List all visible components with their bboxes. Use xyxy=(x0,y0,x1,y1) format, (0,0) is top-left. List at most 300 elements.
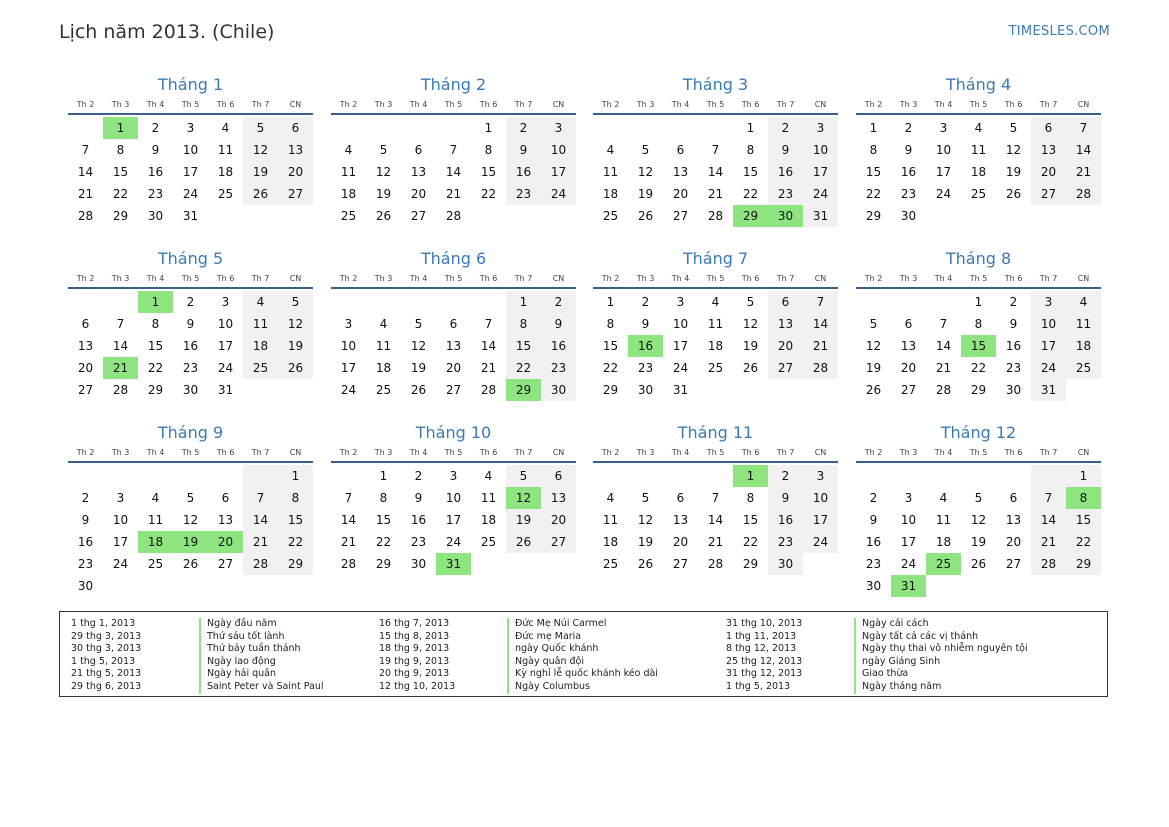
day-cell[interactable]: 20 xyxy=(77,361,94,375)
day-cell[interactable]: 14 xyxy=(1066,139,1101,161)
day-cell[interactable]: 20 xyxy=(541,509,576,531)
day-cell[interactable]: 12 xyxy=(1005,143,1022,157)
day-cell[interactable]: 10 xyxy=(935,143,952,157)
day-cell[interactable]: 6 xyxy=(414,143,423,157)
day-cell[interactable]: 2 xyxy=(768,465,803,487)
day-cell[interactable]: 28 xyxy=(1031,553,1066,575)
day-cell[interactable]: 29 xyxy=(375,557,392,571)
day-cell[interactable]: 27 xyxy=(445,383,462,397)
day-cell[interactable]: 30 xyxy=(768,553,803,575)
day-cell[interactable]: 30 xyxy=(637,383,654,397)
day-cell[interactable]: 21 xyxy=(480,361,497,375)
holiday-day[interactable]: 20 xyxy=(208,531,243,553)
day-cell[interactable]: 11 xyxy=(707,317,724,331)
day-cell[interactable]: 17 xyxy=(340,361,357,375)
day-cell[interactable]: 15 xyxy=(112,165,129,179)
day-cell[interactable]: 1 xyxy=(278,465,313,487)
day-cell[interactable]: 20 xyxy=(900,361,917,375)
day-cell[interactable]: 1 xyxy=(746,121,755,135)
day-cell[interactable]: 27 xyxy=(768,357,803,379)
day-cell[interactable]: 15 xyxy=(865,165,882,179)
day-cell[interactable]: 27 xyxy=(1031,183,1066,205)
day-cell[interactable]: 20 xyxy=(768,335,803,357)
day-cell[interactable]: 8 xyxy=(379,491,388,505)
day-cell[interactable]: 10 xyxy=(900,513,917,527)
day-cell[interactable]: 24 xyxy=(112,557,129,571)
day-cell[interactable]: 8 xyxy=(746,143,755,157)
day-cell[interactable]: 14 xyxy=(707,513,724,527)
day-cell[interactable]: 9 xyxy=(151,143,160,157)
day-cell[interactable]: 26 xyxy=(243,183,278,205)
day-cell[interactable]: 22 xyxy=(506,357,541,379)
day-cell[interactable]: 11 xyxy=(602,513,619,527)
day-cell[interactable]: 29 xyxy=(1066,553,1101,575)
day-cell[interactable]: 10 xyxy=(541,139,576,161)
day-cell[interactable]: 4 xyxy=(243,291,278,313)
day-cell[interactable]: 22 xyxy=(375,535,392,549)
day-cell[interactable]: 17 xyxy=(445,513,462,527)
day-cell[interactable]: 15 xyxy=(480,165,497,179)
day-cell[interactable]: 6 xyxy=(1009,491,1018,505)
day-cell[interactable]: 16 xyxy=(768,161,803,183)
day-cell[interactable]: 7 xyxy=(344,491,353,505)
day-cell[interactable]: 24 xyxy=(340,383,357,397)
day-cell[interactable]: 9 xyxy=(768,139,803,161)
day-cell[interactable]: 8 xyxy=(116,143,125,157)
day-cell[interactable]: 3 xyxy=(186,121,195,135)
day-cell[interactable]: 21 xyxy=(445,187,462,201)
day-cell[interactable]: 18 xyxy=(602,535,619,549)
day-cell[interactable]: 29 xyxy=(602,383,619,397)
day-cell[interactable]: 23 xyxy=(147,187,164,201)
day-cell[interactable]: 30 xyxy=(77,579,94,593)
day-cell[interactable]: 17 xyxy=(900,535,917,549)
day-cell[interactable]: 2 xyxy=(541,291,576,313)
day-cell[interactable]: 22 xyxy=(480,187,497,201)
day-cell[interactable]: 13 xyxy=(410,165,427,179)
day-cell[interactable]: 30 xyxy=(1005,383,1022,397)
holiday-day[interactable]: 12 xyxy=(506,487,541,509)
day-cell[interactable]: 26 xyxy=(865,383,882,397)
day-cell[interactable]: 25 xyxy=(1066,357,1101,379)
day-cell[interactable]: 26 xyxy=(375,209,392,223)
day-cell[interactable]: 27 xyxy=(900,383,917,397)
day-cell[interactable]: 23 xyxy=(865,557,882,571)
day-cell[interactable]: 11 xyxy=(147,513,164,527)
day-cell[interactable]: 13 xyxy=(445,339,462,353)
day-cell[interactable]: 14 xyxy=(935,339,952,353)
day-cell[interactable]: 29 xyxy=(865,209,882,223)
day-cell[interactable]: 12 xyxy=(278,313,313,335)
day-cell[interactable]: 11 xyxy=(1066,313,1101,335)
day-cell[interactable]: 29 xyxy=(742,557,759,571)
day-cell[interactable]: 1 xyxy=(1066,465,1101,487)
day-cell[interactable]: 26 xyxy=(182,557,199,571)
day-cell[interactable]: 21 xyxy=(935,361,952,375)
holiday-day[interactable]: 30 xyxy=(768,205,803,227)
day-cell[interactable]: 11 xyxy=(243,313,278,335)
day-cell[interactable]: 16 xyxy=(900,165,917,179)
day-cell[interactable]: 29 xyxy=(970,383,987,397)
day-cell[interactable]: 9 xyxy=(506,139,541,161)
day-cell[interactable]: 4 xyxy=(974,121,983,135)
day-cell[interactable]: 29 xyxy=(112,209,129,223)
day-cell[interactable]: 3 xyxy=(344,317,353,331)
day-cell[interactable]: 31 xyxy=(1031,379,1066,401)
day-cell[interactable]: 31 xyxy=(182,209,199,223)
day-cell[interactable]: 28 xyxy=(803,357,838,379)
day-cell[interactable]: 20 xyxy=(672,187,689,201)
day-cell[interactable]: 20 xyxy=(278,161,313,183)
day-cell[interactable]: 7 xyxy=(711,143,720,157)
day-cell[interactable]: 2 xyxy=(869,491,878,505)
day-cell[interactable]: 27 xyxy=(77,383,94,397)
day-cell[interactable]: 5 xyxy=(869,317,878,331)
day-cell[interactable]: 28 xyxy=(707,557,724,571)
holiday-day[interactable]: 29 xyxy=(506,379,541,401)
day-cell[interactable]: 15 xyxy=(147,339,164,353)
day-cell[interactable]: 24 xyxy=(445,535,462,549)
day-cell[interactable]: 1 xyxy=(379,469,388,483)
day-cell[interactable]: 7 xyxy=(939,317,948,331)
day-cell[interactable]: 11 xyxy=(602,165,619,179)
holiday-day[interactable]: 1 xyxy=(103,117,138,139)
day-cell[interactable]: 15 xyxy=(506,335,541,357)
day-cell[interactable]: 16 xyxy=(506,161,541,183)
day-cell[interactable]: 16 xyxy=(865,535,882,549)
day-cell[interactable]: 17 xyxy=(803,509,838,531)
day-cell[interactable]: 1 xyxy=(869,121,878,135)
day-cell[interactable]: 21 xyxy=(803,335,838,357)
day-cell[interactable]: 17 xyxy=(935,165,952,179)
day-cell[interactable]: 7 xyxy=(116,317,125,331)
day-cell[interactable]: 24 xyxy=(672,361,689,375)
day-cell[interactable]: 15 xyxy=(375,513,392,527)
day-cell[interactable]: 24 xyxy=(1031,357,1066,379)
day-cell[interactable]: 24 xyxy=(803,183,838,205)
day-cell[interactable]: 17 xyxy=(672,339,689,353)
day-cell[interactable]: 8 xyxy=(151,317,160,331)
day-cell[interactable]: 12 xyxy=(970,513,987,527)
day-cell[interactable]: 25 xyxy=(243,357,278,379)
day-cell[interactable]: 12 xyxy=(182,513,199,527)
holiday-day[interactable]: 29 xyxy=(733,205,768,227)
day-cell[interactable]: 9 xyxy=(641,317,650,331)
day-cell[interactable]: 12 xyxy=(637,513,654,527)
day-cell[interactable]: 7 xyxy=(711,491,720,505)
day-cell[interactable]: 6 xyxy=(449,317,458,331)
day-cell[interactable]: 17 xyxy=(541,161,576,183)
day-cell[interactable]: 2 xyxy=(81,491,90,505)
day-cell[interactable]: 11 xyxy=(340,165,357,179)
day-cell[interactable]: 3 xyxy=(1031,291,1066,313)
day-cell[interactable]: 13 xyxy=(672,165,689,179)
day-cell[interactable]: 2 xyxy=(506,117,541,139)
day-cell[interactable]: 4 xyxy=(151,491,160,505)
day-cell[interactable]: 8 xyxy=(974,317,983,331)
day-cell[interactable]: 22 xyxy=(112,187,129,201)
day-cell[interactable]: 26 xyxy=(410,383,427,397)
day-cell[interactable]: 26 xyxy=(742,361,759,375)
day-cell[interactable]: 10 xyxy=(182,143,199,157)
day-cell[interactable]: 10 xyxy=(445,491,462,505)
day-cell[interactable]: 2 xyxy=(414,469,423,483)
day-cell[interactable]: 16 xyxy=(541,335,576,357)
day-cell[interactable]: 23 xyxy=(1005,361,1022,375)
holiday-day[interactable]: 15 xyxy=(961,335,996,357)
day-cell[interactable]: 13 xyxy=(541,487,576,509)
day-cell[interactable]: 19 xyxy=(742,339,759,353)
day-cell[interactable]: 6 xyxy=(81,317,90,331)
day-cell[interactable]: 9 xyxy=(768,487,803,509)
day-cell[interactable]: 6 xyxy=(1031,117,1066,139)
day-cell[interactable]: 25 xyxy=(602,557,619,571)
day-cell[interactable]: 21 xyxy=(707,535,724,549)
day-cell[interactable]: 14 xyxy=(243,509,278,531)
day-cell[interactable]: 13 xyxy=(1005,513,1022,527)
day-cell[interactable]: 25 xyxy=(970,187,987,201)
day-cell[interactable]: 18 xyxy=(707,339,724,353)
day-cell[interactable]: 22 xyxy=(147,361,164,375)
day-cell[interactable]: 4 xyxy=(379,317,388,331)
day-cell[interactable]: 22 xyxy=(1066,531,1101,553)
day-cell[interactable]: 3 xyxy=(676,295,685,309)
day-cell[interactable]: 24 xyxy=(217,361,234,375)
day-cell[interactable]: 30 xyxy=(410,557,427,571)
day-cell[interactable]: 11 xyxy=(970,143,987,157)
day-cell[interactable]: 10 xyxy=(672,317,689,331)
day-cell[interactable]: 7 xyxy=(1066,117,1101,139)
day-cell[interactable]: 6 xyxy=(676,143,685,157)
day-cell[interactable]: 8 xyxy=(484,143,493,157)
day-cell[interactable]: 12 xyxy=(637,165,654,179)
day-cell[interactable]: 27 xyxy=(217,557,234,571)
day-cell[interactable]: 19 xyxy=(637,535,654,549)
day-cell[interactable]: 10 xyxy=(217,317,234,331)
day-cell[interactable]: 5 xyxy=(746,295,755,309)
day-cell[interactable]: 4 xyxy=(221,121,230,135)
day-cell[interactable]: 18 xyxy=(480,513,497,527)
holiday-day[interactable]: 1 xyxy=(733,465,768,487)
day-cell[interactable]: 2 xyxy=(641,295,650,309)
day-cell[interactable]: 6 xyxy=(676,491,685,505)
day-cell[interactable]: 28 xyxy=(935,383,952,397)
day-cell[interactable]: 3 xyxy=(449,469,458,483)
day-cell[interactable]: 9 xyxy=(541,313,576,335)
holiday-day[interactable]: 31 xyxy=(891,575,926,597)
holiday-day[interactable]: 16 xyxy=(628,335,663,357)
holiday-day[interactable]: 1 xyxy=(138,291,173,313)
day-cell[interactable]: 5 xyxy=(243,117,278,139)
day-cell[interactable]: 25 xyxy=(217,187,234,201)
holiday-day[interactable]: 19 xyxy=(173,531,208,553)
day-cell[interactable]: 27 xyxy=(672,557,689,571)
day-cell[interactable]: 11 xyxy=(217,143,234,157)
day-cell[interactable]: 26 xyxy=(637,209,654,223)
day-cell[interactable]: 18 xyxy=(340,187,357,201)
holiday-day[interactable]: 31 xyxy=(436,553,471,575)
day-cell[interactable]: 18 xyxy=(602,187,619,201)
day-cell[interactable]: 21 xyxy=(243,531,278,553)
day-cell[interactable]: 12 xyxy=(243,139,278,161)
day-cell[interactable]: 23 xyxy=(182,361,199,375)
day-cell[interactable]: 31 xyxy=(672,383,689,397)
day-cell[interactable]: 6 xyxy=(221,491,230,505)
day-cell[interactable]: 15 xyxy=(1066,509,1101,531)
day-cell[interactable]: 28 xyxy=(112,383,129,397)
day-cell[interactable]: 5 xyxy=(506,465,541,487)
day-cell[interactable]: 13 xyxy=(1031,139,1066,161)
day-cell[interactable]: 20 xyxy=(445,361,462,375)
day-cell[interactable]: 29 xyxy=(147,383,164,397)
day-cell[interactable]: 5 xyxy=(641,491,650,505)
day-cell[interactable]: 5 xyxy=(379,143,388,157)
day-cell[interactable]: 2 xyxy=(768,117,803,139)
day-cell[interactable]: 10 xyxy=(803,487,838,509)
day-cell[interactable]: 5 xyxy=(186,491,195,505)
day-cell[interactable]: 7 xyxy=(243,487,278,509)
day-cell[interactable]: 13 xyxy=(672,513,689,527)
day-cell[interactable]: 15 xyxy=(278,509,313,531)
day-cell[interactable]: 2 xyxy=(1009,295,1018,309)
day-cell[interactable]: 3 xyxy=(803,117,838,139)
day-cell[interactable]: 9 xyxy=(81,513,90,527)
day-cell[interactable]: 5 xyxy=(278,291,313,313)
day-cell[interactable]: 23 xyxy=(768,531,803,553)
day-cell[interactable]: 16 xyxy=(768,509,803,531)
day-cell[interactable]: 27 xyxy=(672,209,689,223)
day-cell[interactable]: 15 xyxy=(602,339,619,353)
day-cell[interactable]: 9 xyxy=(904,143,913,157)
day-cell[interactable]: 19 xyxy=(410,361,427,375)
day-cell[interactable]: 31 xyxy=(217,383,234,397)
day-cell[interactable]: 9 xyxy=(1009,317,1018,331)
day-cell[interactable]: 25 xyxy=(375,383,392,397)
day-cell[interactable]: 22 xyxy=(970,361,987,375)
day-cell[interactable]: 11 xyxy=(375,339,392,353)
day-cell[interactable]: 18 xyxy=(1066,335,1101,357)
day-cell[interactable]: 27 xyxy=(410,209,427,223)
day-cell[interactable]: 16 xyxy=(147,165,164,179)
day-cell[interactable]: 18 xyxy=(217,165,234,179)
day-cell[interactable]: 8 xyxy=(606,317,615,331)
day-cell[interactable]: 26 xyxy=(1005,187,1022,201)
day-cell[interactable]: 5 xyxy=(641,143,650,157)
day-cell[interactable]: 29 xyxy=(278,553,313,575)
day-cell[interactable]: 24 xyxy=(541,183,576,205)
day-cell[interactable]: 15 xyxy=(742,165,759,179)
day-cell[interactable]: 4 xyxy=(484,469,493,483)
day-cell[interactable]: 4 xyxy=(606,491,615,505)
day-cell[interactable]: 22 xyxy=(742,187,759,201)
day-cell[interactable]: 24 xyxy=(803,531,838,553)
day-cell[interactable]: 10 xyxy=(803,139,838,161)
day-cell[interactable]: 17 xyxy=(1031,335,1066,357)
day-cell[interactable]: 3 xyxy=(904,491,913,505)
day-cell[interactable]: 14 xyxy=(480,339,497,353)
day-cell[interactable]: 26 xyxy=(278,357,313,379)
day-cell[interactable]: 15 xyxy=(742,513,759,527)
day-cell[interactable]: 11 xyxy=(935,513,952,527)
day-cell[interactable]: 9 xyxy=(869,513,878,527)
day-cell[interactable]: 28 xyxy=(1066,183,1101,205)
day-cell[interactable]: 14 xyxy=(707,165,724,179)
day-cell[interactable]: 18 xyxy=(243,335,278,357)
day-cell[interactable]: 4 xyxy=(344,143,353,157)
day-cell[interactable]: 20 xyxy=(1005,535,1022,549)
day-cell[interactable]: 19 xyxy=(375,187,392,201)
day-cell[interactable]: 14 xyxy=(445,165,462,179)
day-cell[interactable]: 14 xyxy=(77,165,94,179)
day-cell[interactable]: 4 xyxy=(606,143,615,157)
day-cell[interactable]: 4 xyxy=(711,295,720,309)
day-cell[interactable]: 5 xyxy=(974,491,983,505)
day-cell[interactable]: 3 xyxy=(803,465,838,487)
day-cell[interactable]: 7 xyxy=(803,291,838,313)
day-cell[interactable]: 28 xyxy=(243,553,278,575)
day-cell[interactable]: 30 xyxy=(541,379,576,401)
day-cell[interactable]: 24 xyxy=(182,187,199,201)
day-cell[interactable]: 1 xyxy=(974,295,983,309)
day-cell[interactable]: 14 xyxy=(112,339,129,353)
day-cell[interactable]: 28 xyxy=(340,557,357,571)
day-cell[interactable]: 3 xyxy=(221,295,230,309)
day-cell[interactable]: 12 xyxy=(865,339,882,353)
day-cell[interactable]: 26 xyxy=(506,531,541,553)
day-cell[interactable]: 17 xyxy=(217,339,234,353)
day-cell[interactable]: 23 xyxy=(768,183,803,205)
day-cell[interactable]: 19 xyxy=(278,335,313,357)
day-cell[interactable]: 23 xyxy=(506,183,541,205)
day-cell[interactable]: 25 xyxy=(707,361,724,375)
day-cell[interactable]: 10 xyxy=(340,339,357,353)
day-cell[interactable]: 12 xyxy=(742,317,759,331)
day-cell[interactable]: 2 xyxy=(904,121,913,135)
day-cell[interactable]: 18 xyxy=(935,535,952,549)
day-cell[interactable]: 22 xyxy=(602,361,619,375)
day-cell[interactable]: 19 xyxy=(865,361,882,375)
holiday-day[interactable]: 18 xyxy=(138,531,173,553)
day-cell[interactable]: 25 xyxy=(480,535,497,549)
day-cell[interactable]: 20 xyxy=(410,187,427,201)
day-cell[interactable]: 30 xyxy=(865,579,882,593)
day-cell[interactable]: 27 xyxy=(541,531,576,553)
day-cell[interactable]: 9 xyxy=(414,491,423,505)
day-cell[interactable]: 22 xyxy=(278,531,313,553)
day-cell[interactable]: 19 xyxy=(970,535,987,549)
day-cell[interactable]: 16 xyxy=(182,339,199,353)
day-cell[interactable]: 18 xyxy=(970,165,987,179)
day-cell[interactable]: 21 xyxy=(340,535,357,549)
day-cell[interactable]: 18 xyxy=(375,361,392,375)
day-cell[interactable]: 31 xyxy=(803,205,838,227)
day-cell[interactable]: 12 xyxy=(410,339,427,353)
day-cell[interactable]: 13 xyxy=(278,139,313,161)
day-cell[interactable]: 16 xyxy=(410,513,427,527)
day-cell[interactable]: 23 xyxy=(410,535,427,549)
holiday-day[interactable]: 8 xyxy=(1066,487,1101,509)
day-cell[interactable]: 21 xyxy=(77,187,94,201)
day-cell[interactable]: 8 xyxy=(746,491,755,505)
day-cell[interactable]: 19 xyxy=(506,509,541,531)
holiday-day[interactable]: 21 xyxy=(103,357,138,379)
day-cell[interactable]: 17 xyxy=(182,165,199,179)
day-cell[interactable]: 10 xyxy=(112,513,129,527)
day-cell[interactable]: 16 xyxy=(1005,339,1022,353)
day-cell[interactable]: 27 xyxy=(278,183,313,205)
day-cell[interactable]: 3 xyxy=(939,121,948,135)
day-cell[interactable]: 17 xyxy=(112,535,129,549)
